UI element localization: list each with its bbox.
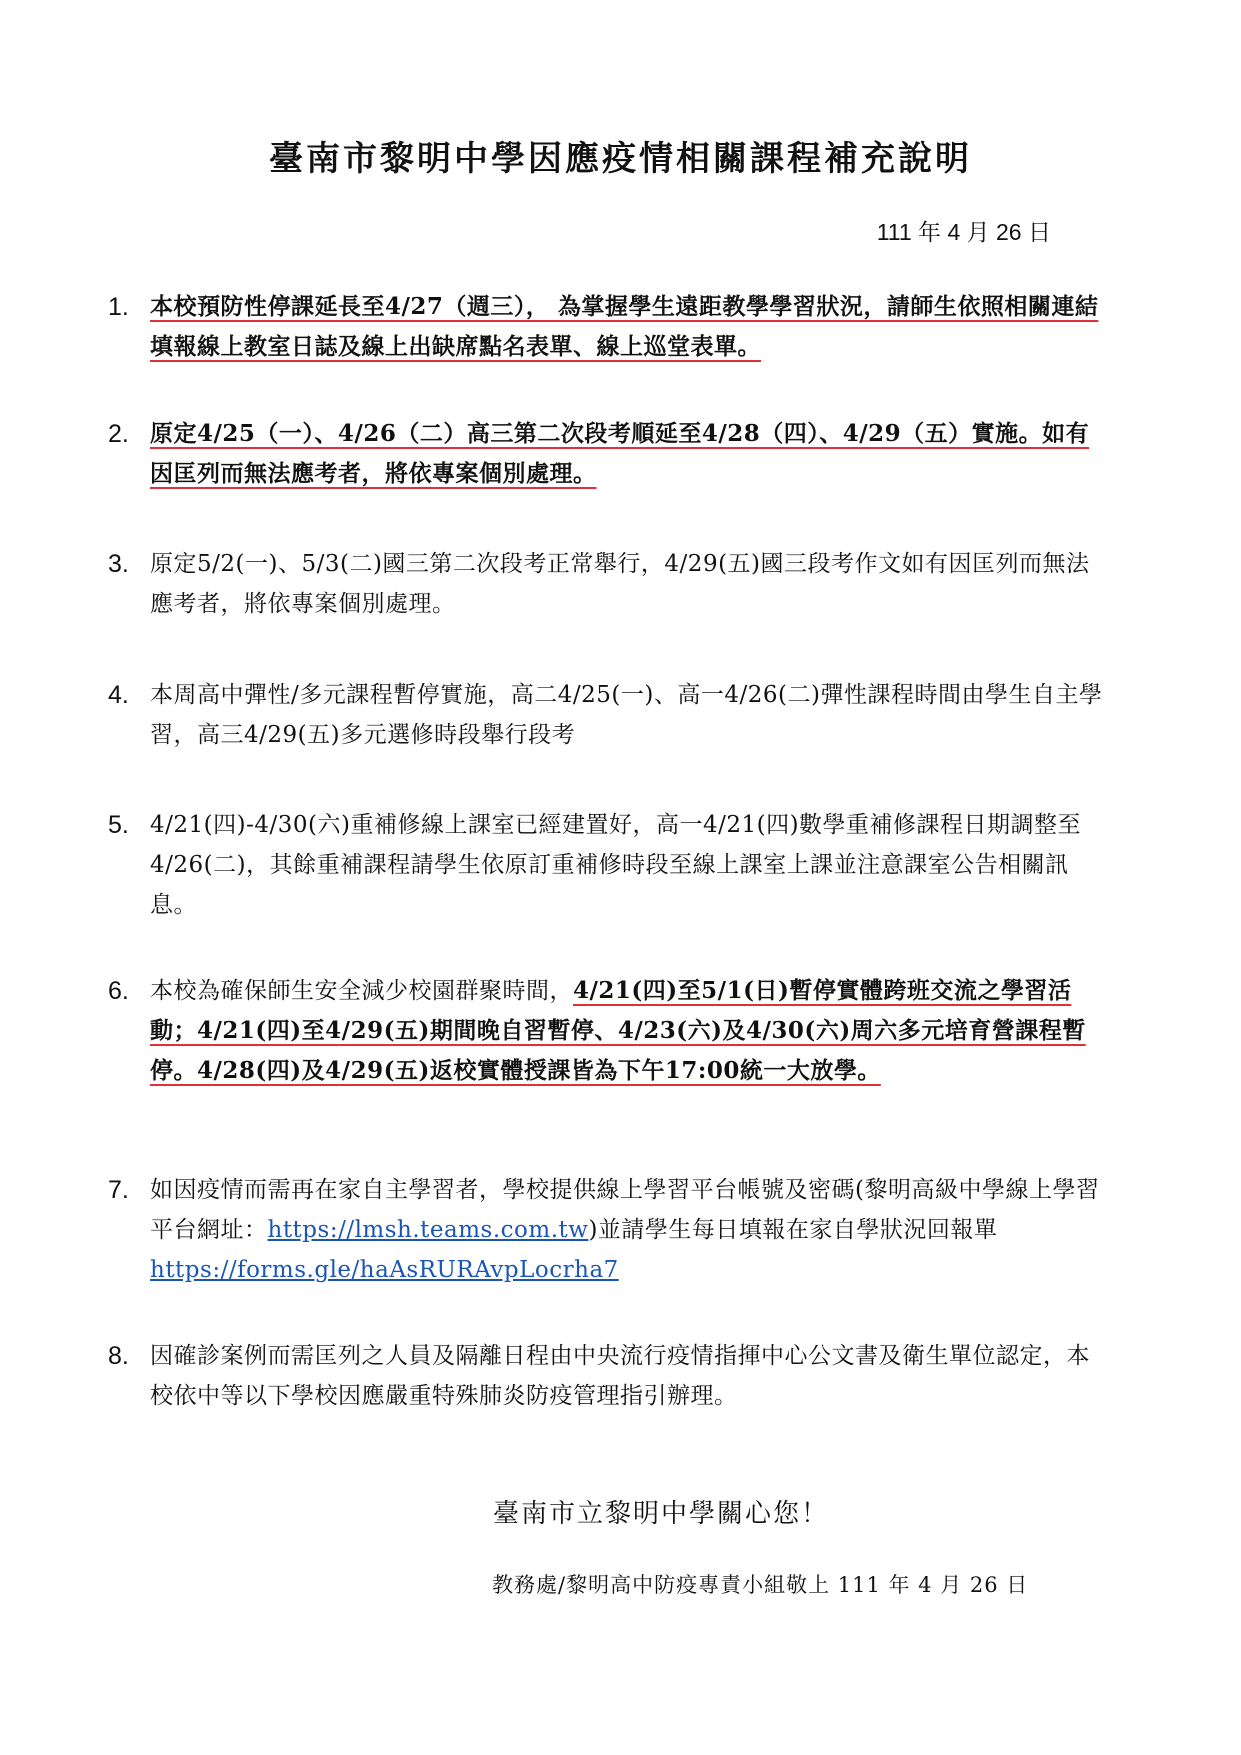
item-number: 4. [108,681,129,709]
item-number: 2. [108,420,129,448]
platform-link[interactable]: https://lmsh.teams.com.tw [267,1217,589,1243]
signature-line: 教務處/黎明高中防疫專責小組敬上 111 年 4 月 26 日 [492,1573,1029,1597]
item-body: 4/21(四)-4/30(六)重補修線上課室已經建置好，高一4/21(四)數學重補修課程日期調整至4/26(二)，其餘重補課程請學生依原訂重補修時段至線上課室上課並注意課室公告相關訊息。 [150,812,1082,918]
item-body: 本周高中彈性/多元課程暫停實施，高二4/25(一)、高一4/26(二)彈性課程時間由學生自主學習，高三4/29(五)多元選修時段舉行段考 [150,682,1103,748]
item-number: 5. [108,811,129,839]
document-date: 111 年 4 月 26 日 [876,219,1051,245]
item-body: 如因疫情而需再在家自主學習者，學校提供線上學習平台帳號及密碼(黎明高級中學線上學習平台網址： [150,1177,1100,1243]
item-text [150,805,1105,925]
highlighted-text: 4/21(四)至5/1(日)暫停實體跨班交流之學習活動；4/21(四)至4/29(五)期間晚自習暫停、4/23(六)及4/30(六)周六多元培育營課程暫停。4/28(四)及4/29(五)返校實體授課皆為下午17:00統一大放學。 [150,977,1086,1084]
closing-line: 臺南市立黎明中學關心您！ [493,1499,830,1529]
item-number: 6. [108,977,129,1005]
item-text [150,287,1105,367]
item-number: 1. [108,293,129,321]
item-text [150,971,1105,1091]
item-body: )並請學生每日填報在家自學狀況回報單 [588,1217,998,1243]
item-text [150,414,1105,494]
item-number: 3. [108,550,129,578]
item-body: 原定5/2(一)、5/3(二)國三第二次段考正常舉行，4/29(五)國三段考作文如有因匡列而無法應考者，將依專案個別處理。 [150,551,1090,617]
item-body: 因確診案例而需匡列之人員及隔離日程由中央流行疫情指揮中心公文書及衛生單位認定，本校依中等以下學校因應嚴重特殊肺炎防疫管理指引辦理。 [150,1343,1090,1409]
report-form-link[interactable]: https://forms.gle/haAsRURAvpLocrha7 [150,1257,619,1283]
item-text [150,544,1105,624]
item-text [150,1170,1105,1290]
item-body: 本校為確保師生安全減少校園群聚時間， [150,978,573,1004]
document-title: 臺南市黎明中學因應疫情相關課程補充說明 [269,139,972,179]
highlighted-text: 本校預防性停課延長至4/27（週三）， 為掌握學生遠距教學學習狀況，請師生依照相關連結填報線上教室日誌及線上出缺席點名表單、線上巡堂表單。 [150,293,1099,360]
item-number: 8. [108,1342,129,1370]
item-number: 7. [108,1176,129,1204]
item-text [150,1336,1105,1416]
highlighted-text: 原定4/25（一）、4/26（二）高三第二次段考順延至4/28（四）、4/29（五）實施。如有因匡列而無法應考者，將依專案個別處理。 [150,420,1090,487]
item-text [150,675,1105,755]
